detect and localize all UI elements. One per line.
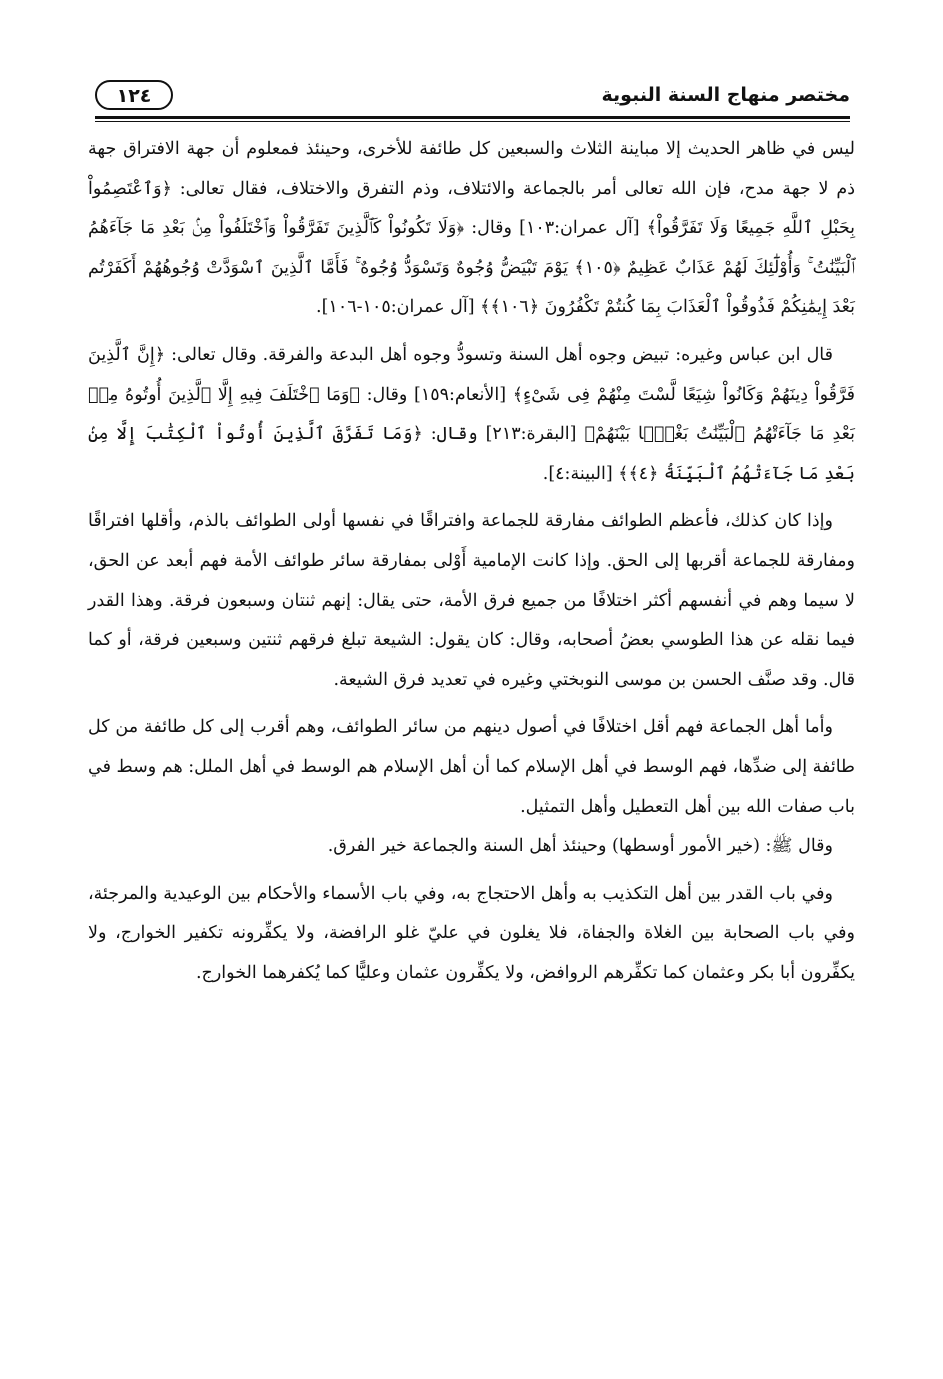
book-title: مختصر منهاج السنة النبوية xyxy=(601,84,850,106)
paragraph-4: وأما أهل الجماعة فهم أقل اختلافًا في أصول دينهم من سائر الطوائف، وهم أقرب إلى كل طائفة من كل طائفة إلى ضدِّها، فهم الوسط في أهل الإسلام كما أن أهل الإسلام هم الوسط في أهل الملل: هم وسط في باب صفات الله بين أهل التعطيل وأهل التمثيل. xyxy=(88,717,855,817)
paragraph-2: قال ابن عباس وغيره: تبيض وجوه أهل السنة وتسودُّ وجوه أهل البدعة والفرقة. وقال تعالى: ﴿إِنَّ ٱلَّذِينَ فَرَّقُواْ دِينَهُمْ وَكَانُواْ شِيَعًا لَّسْتَ مِنْهُمْ فِى شَىْءٍ﴾ [الأنعام:١٥٩] وقال: ﴿وَمَا ٱخْتَلَفَ فِيهِ إِلَّا ٱلَّذِينَ أُوتُوهُ مِنۢ بَعْدِ مَا جَآءَتْهُمُ ٱلْبَيِّنَٰتُ بَغْيًۢا بَيْنَهُمْ﴾ [البقرة:٢١٣] وقال: ﴿وَمَا تَفَرَّقَ ٱلَّذِينَ أُوتُواْ ٱلْكِتَٰبَ إِلَّا مِنۢ بَعْدِ مَا جَآءَتْهُمُ ٱلْبَيِّنَةُ ﴿٤﴾﴾ [البينة:٤]. xyxy=(88,344,855,484)
header-rule-thin xyxy=(95,121,850,122)
page-body xyxy=(88,130,855,993)
paragraph-5: وقال ﷺ: (خير الأمور أوسطها) وحينئذ أهل السنة والجماعة خير الفرق. xyxy=(327,836,833,857)
paragraph-3: وإذا كان كذلك، فأعظم الطوائف مفارقة للجماعة وافتراقًا في نفسها أولى الطوائف بالذم، وأقلها افتراقًا ومفارقة للجماعة أقربها إلى الحق. وإذا كانت الإمامية أَوْلى بمفارقة سائر طوائف الأمة فهم أبعد عن الحق، لا سيما وهم في أنفسهم أكثر اختلافًا من جميع فرق الأمة، حتى يقال: إنهم ثنتان وسبعون فرقة. وهذا القدر فيما نقله عن هذا الطوسي بعضُ أصحابه، وقال: كان يقول: الشيعة تبلغ فرقهم ثنتين وسبعين فرقة، أو كما قال. وقد صنَّف الحسن بن موسى النوبختي وغيره في تعديد فرق الشيعة. xyxy=(88,511,855,690)
paragraph-1: ليس في ظاهر الحديث إلا مباينة الثلاث والسبعين كل طائفة للأخرى، وحينئذ فمعلوم أن جهة الافتراق جهة ذم لا جهة مدح، فإن الله تعالى أمر بالجماعة والائتلاف، وذم التفرق والاختلاف، فقال تعالى: ﴿وَٱعْتَصِمُواْ بِحَبْلِ ٱللَّهِ جَمِيعًا وَلَا تَفَرَّقُواْ﴾ [آل عمران:١٠٣] وقال: ﴿وَلَا تَكُونُواْ كَٱلَّذِينَ تَفَرَّقُواْ وَٱخْتَلَفُواْ مِنۢ بَعْدِ مَا جَآءَهُمُ ٱلْبَيِّنَٰتُ ۚ وَأُوْلَٰٓئِكَ لَهُمْ عَذَابٌ عَظِيمٌ ﴿١٠٥﴾ يَوْمَ تَبْيَضُّ وُجُوهٌ وَتَسْوَدُّ وُجُوهٌ ۚ فَأَمَّا ٱلَّذِينَ ٱسْوَدَّتْ وُجُوهُهُمْ أَكَفَرْتُم بَعْدَ إِيمَٰنِكُمْ فَذُوقُواْ ٱلْعَذَابَ بِمَا كُنتُمْ تَكْفُرُونَ ﴿١٠٦﴾﴾ [آل عمران:١٠٥-١٠٦]. xyxy=(88,139,856,318)
page-header xyxy=(95,78,850,120)
header-rule-thick xyxy=(95,116,850,119)
page-number-badge: ١٢٤ xyxy=(95,80,173,110)
paragraph-6: وفي باب القدر بين أهل التكذيب به وأهل الاحتجاج به، وفي باب الأسماء والأحكام بين الوعيدية والمرجئة، وفي باب الصحابة بين الغلاة والجفاة، فلا يغلون في عليّ غلو الرافضة، ولا يكفِّرونه تكفير الخوارج، ولا يكفِّرون أبا بكر وعثمان كما تكفِّرهم الروافض، ولا يكفِّرون عثمان وعليًّا كما يُكفرهما الخوارج. xyxy=(88,883,855,983)
